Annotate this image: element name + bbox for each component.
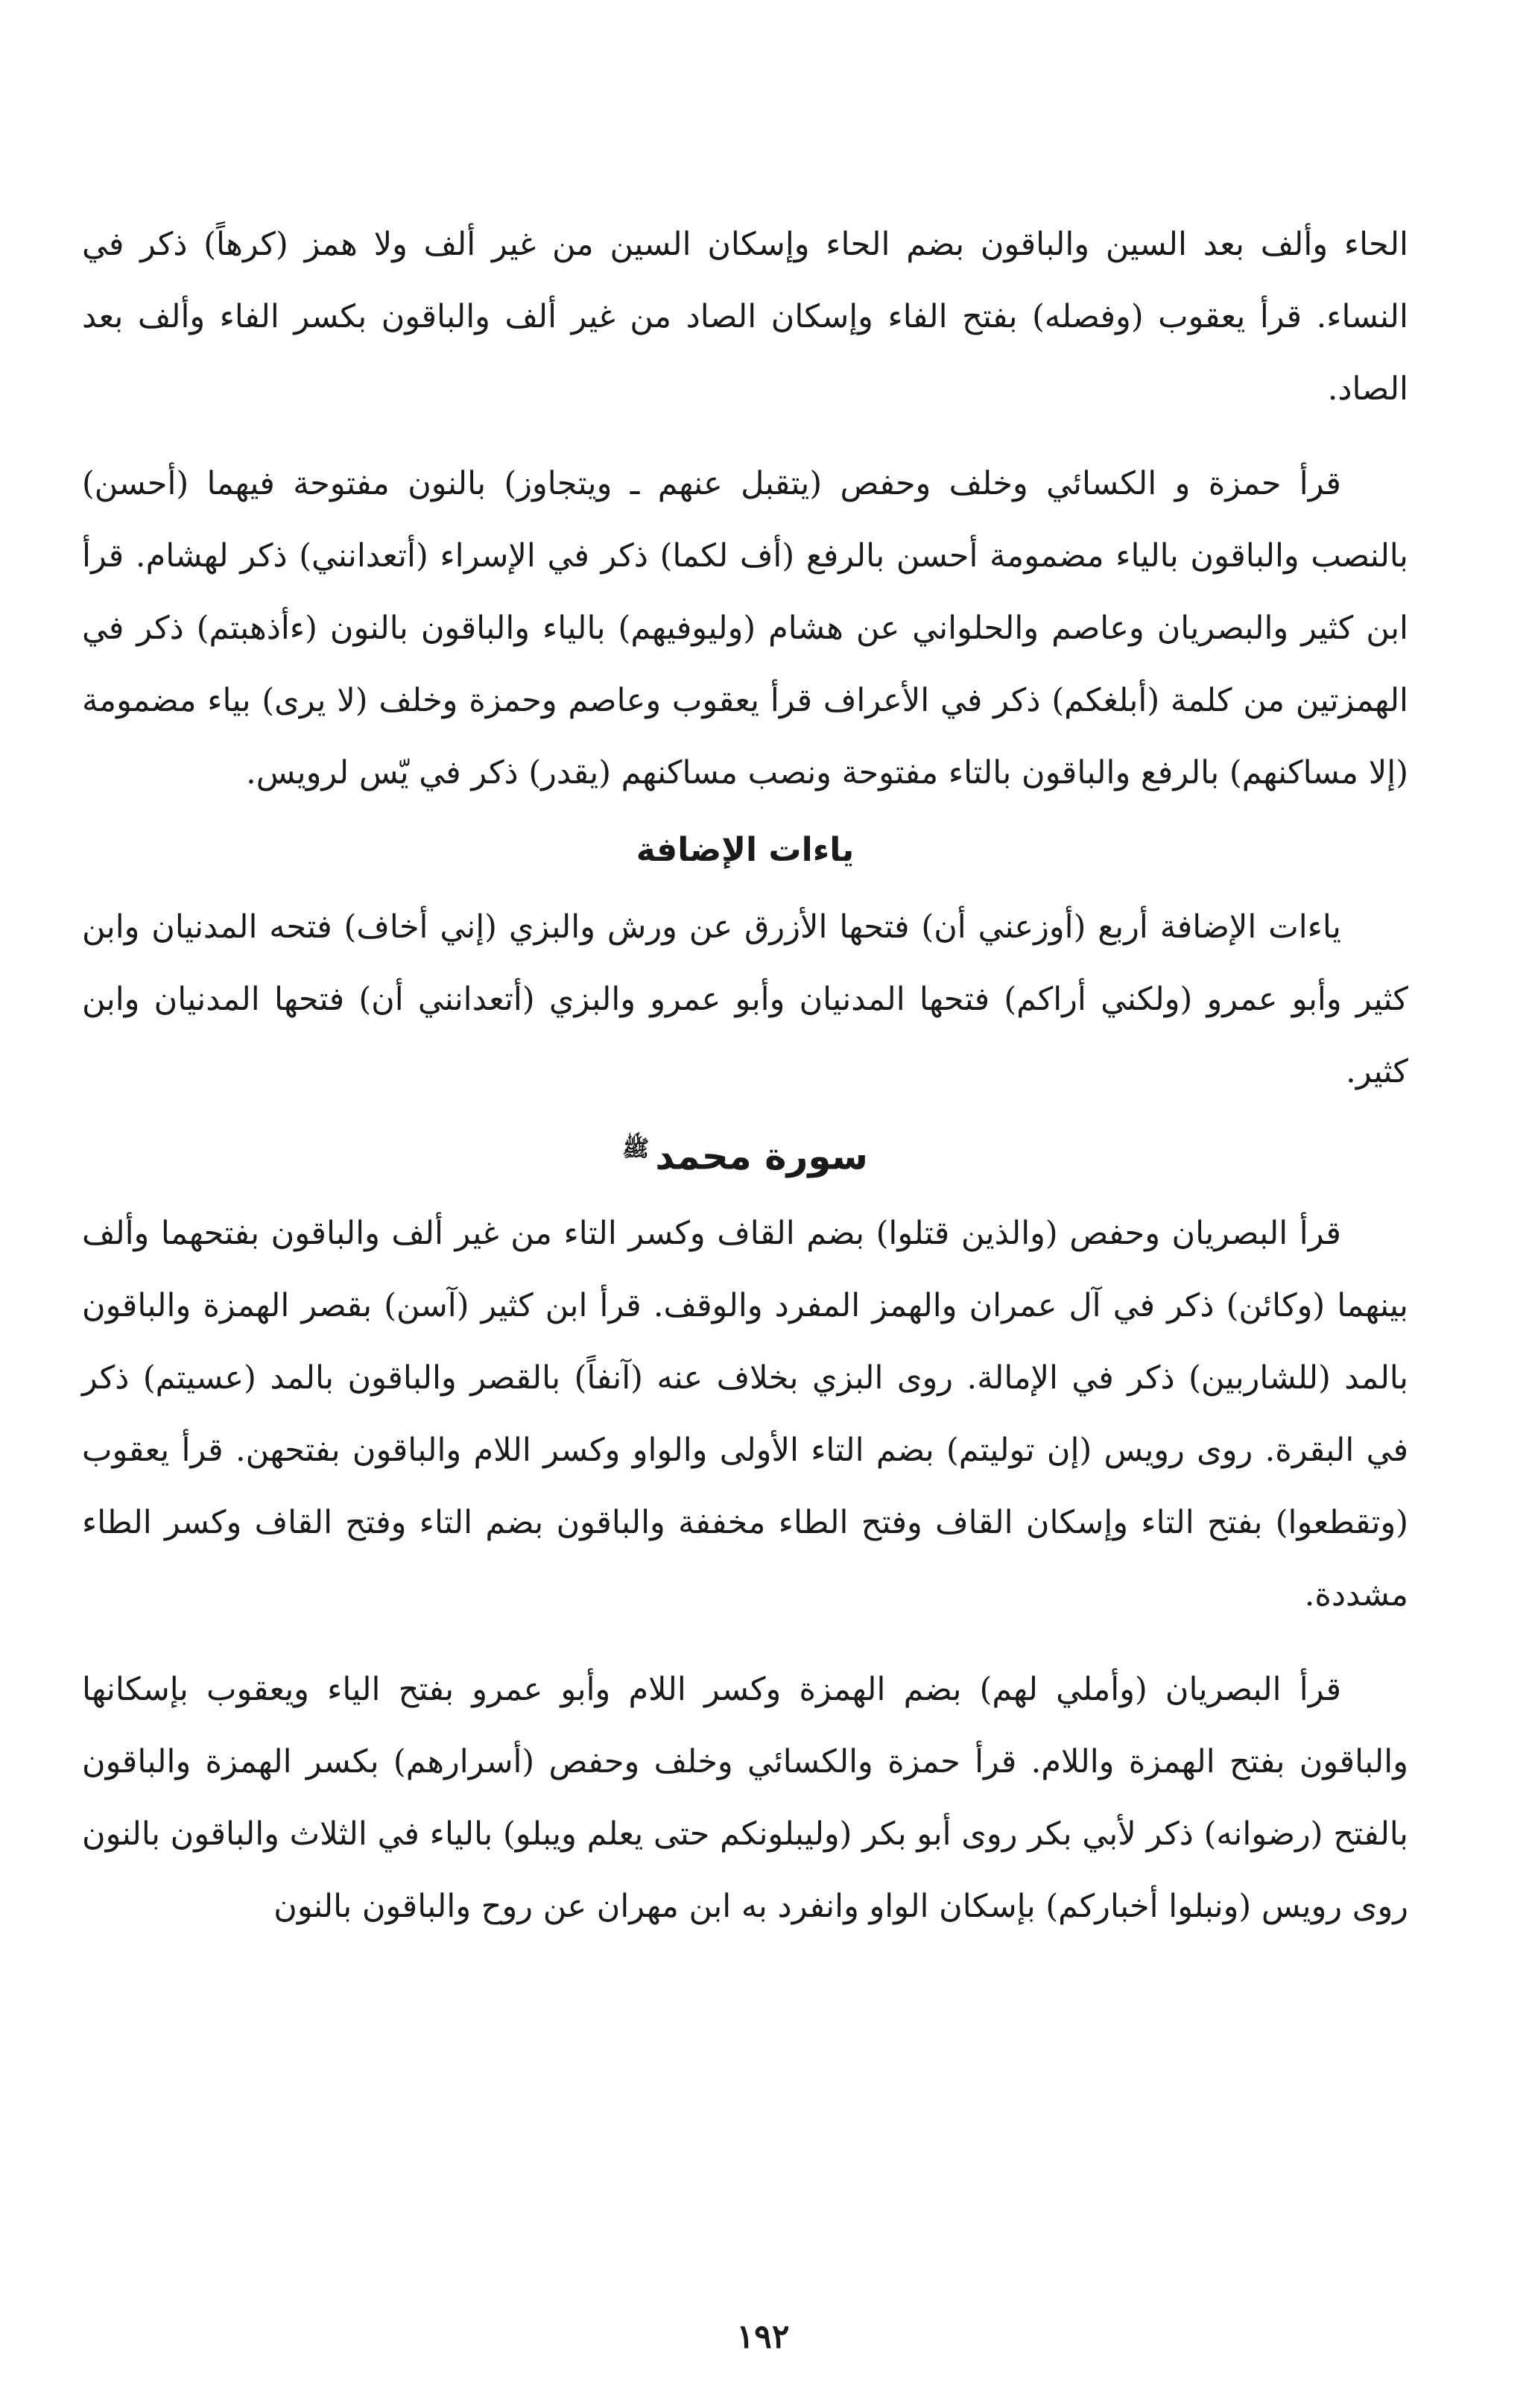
page-body: [82, 209, 1408, 1943]
section-heading-yaat-al-idafa: ياءات الإضافة: [636, 831, 855, 869]
page-number: ١٩٢: [736, 2318, 790, 2356]
paragraph-2: قرأ حمزة و الكسائي وخلف وحفص (يتقبل عنهم ـ ويتجاوز) بالنون مفتوحة فيهما (أحسن) بالنصب والباقون بالياء مضمومة أحسن بالرفع (أف لكما) ذكر في الإسراء (أتعدانني) ذكر لهشام. قرأ ابن كثير والبصريان وعاصم والحلواني عن هشام (وليوفيهم) بالياء والباقون بالنون (ءأذهبتم) ذكر في الهمزتين من كلمة (أبلغكم) ذكر في الأعراف قرأ يعقوب وعاصم وحمزة وخلف (لا يرى) بياء مضمومة (إلا مساكنهم) بالرفع والباقون بالتاء مفتوحة ونصب مساكنهم (يقدر) ذكر في يّس لرويس.: [82, 465, 1408, 791]
paragraph-4: قرأ البصريان وحفص (والذين قتلوا) بضم القاف وكسر التاء من غير ألف والباقون بفتحهما وألف بينهما (وكائن) ذكر في آل عمران والهمز المفرد والوقف. قرأ ابن كثير (آسن) بقصر الهمزة والباقون بالمد (للشاربين) ذكر في الإمالة. روى البزي بخلاف عنه (آنفاً) بالقصر والباقون بالمد (عسيتم) ذكر في البقرة. روى رويس (إن توليتم) بضم التاء الأولى والواو وكسر اللام والباقون بفتحهن. قرأ يعقوب (وتقطعوا) بفتح التاء وإسكان القاف وفتح الطاء مخففة والباقون بضم التاء وفتح القاف وكسر الطاء مشددة.: [82, 1214, 1408, 1614]
paragraph-3: ياءات الإضافة أربع (أوزعني أن) فتحها الأزرق عن ورش والبزي (إني أخاف) فتحه المدنيان وابن كثير وأبو عمرو (ولكني أراكم) فتحها المدنيان وأبو عمرو والبزي (أتعدانني أن) فتحها المدنيان وابن كثير.: [82, 908, 1408, 1090]
paragraph-1: الحاء وألف بعد السين والباقون بضم الحاء وإسكان السين من غير ألف ولا همز (كرهاً) ذكر في النساء. قرأ يعقوب (وفصله) بفتح الفاء وإسكان الصاد من غير ألف والباقون بكسر الفاء وألف بعد الصاد.: [82, 226, 1408, 408]
paragraph-5: قرأ البصريان (وأملي لهم) بضم الهمزة وكسر اللام وأبو عمرو بفتح الياء ويعقوب بإسكانها والباقون بفتح الهمزة واللام. قرأ حمزة والكسائي وخلف وحفص (أسرارهم) بكسر الهمزة والباقون بالفتح (رضوانه) ذكر لأبي بكر روى أبو بكر (وليبلونكم حتى يعلم ويبلو) بالياء في الثلاث والباقون بالنون روى رويس (ونبلوا أخباركم) بإسكان الواو وانفرد به ابن مهران عن روح والباقون بالنون: [82, 1670, 1408, 1925]
heading-text: سورة محمد: [655, 1134, 868, 1178]
honorific-glyph: ﷺ: [622, 1136, 650, 1162]
section-heading-surat-muhammad: [82, 1108, 1408, 1198]
